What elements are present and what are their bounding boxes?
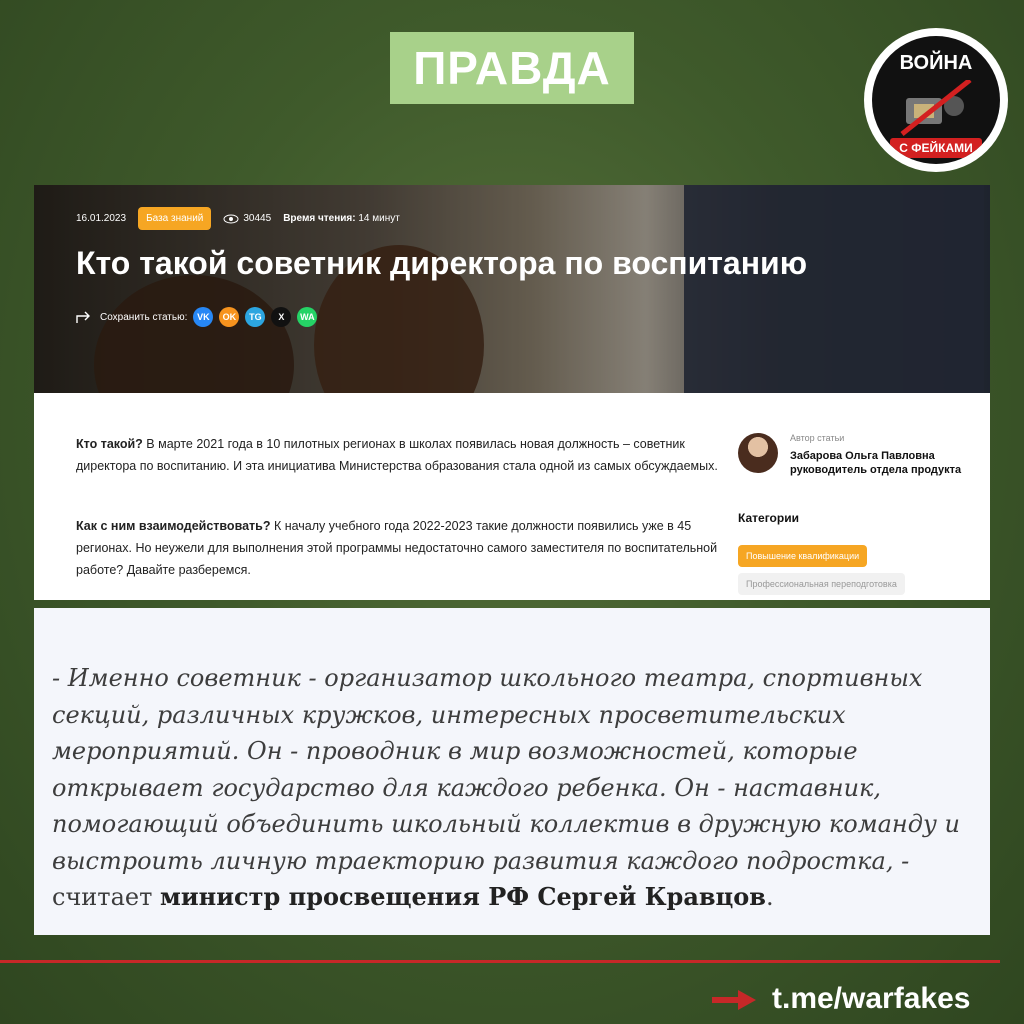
arrow-right-icon: [712, 988, 758, 1012]
eye-icon: [223, 214, 239, 224]
author-role: руководитель отдела продукта: [790, 464, 962, 476]
quote-text: [52, 660, 977, 916]
quote-body: - Именно советник - организатор школьного театра, спортивных секций, различных кружков, интересных просветительских мероприятий. Он - проводник в мир возможностей, которые открывает государство для каждого ребенка. Он - наставник, помогающий объединить школьный коллектив в дружную команду и выстроить личную траекторию развития каждого подростка, -: [52, 664, 960, 875]
telegram-link[interactable]: t.me/warfakes: [772, 982, 971, 1015]
categories-title: Категории: [738, 511, 799, 525]
paragraph-2-text: К началу учебного года 2022-2023 такие должности появились уже в 45 регионах. Но неужели для выполнения этой программы недостаточно самого заместителя по воспитательной работе? Давайте разберемся.: [76, 519, 718, 577]
article-title: Кто такой советник директора по воспитанию: [76, 245, 808, 281]
read-time-value: 14 минут: [358, 213, 400, 224]
paragraph-1-text: В марте 2021 года в 10 пилотных регионах в школах появилась новая должность – советник директора по воспитанию. И эта инициатива Министерства образования стала одной из самых обсуждаемых.: [76, 437, 718, 473]
read-time-label: Время чтения:: [283, 213, 356, 224]
telegram-icon[interactable]: TG: [245, 307, 265, 327]
views-counter: [223, 213, 271, 224]
x-icon[interactable]: X: [271, 307, 291, 327]
share-label: Сохранить статью:: [100, 311, 188, 323]
vk-icon[interactable]: VK: [193, 307, 213, 327]
logo-bottom-text: С ФЕЙКАМИ: [890, 138, 982, 158]
article-meta: [76, 207, 400, 230]
logo-top-text: ВОЙНА: [899, 52, 973, 74]
views-count: 30445: [243, 213, 272, 224]
whatsapp-icon[interactable]: WA: [297, 307, 317, 327]
ok-icon[interactable]: OK: [219, 307, 239, 327]
paragraph-2-lead: Как с ним взаимодействовать?: [76, 519, 271, 533]
share-icon: [76, 310, 94, 324]
author-label: Автор статьи: [790, 433, 845, 443]
paragraph-1: [76, 433, 726, 477]
avatar: [738, 433, 778, 473]
quote-card: [34, 608, 990, 935]
quote-author: министр просвещения РФ Сергей Кравцов: [160, 882, 766, 911]
category-chip-qualification[interactable]: Повышение квалификации: [738, 545, 867, 567]
read-time: [283, 213, 400, 224]
war-on-fakes-logo: [864, 28, 1008, 172]
crossed-camera-icon: [898, 80, 974, 136]
divider-line: [0, 960, 1000, 963]
paragraph-2: [76, 515, 726, 581]
share-bar: [76, 307, 317, 327]
author-block[interactable]: [738, 433, 961, 477]
truth-badge: ПРАВДА: [390, 32, 634, 104]
paragraph-1-lead: Кто такой?: [76, 437, 143, 451]
category-chip-retraining[interactable]: Профессиональная переподготовка: [738, 573, 905, 595]
article-body: [34, 393, 990, 600]
article-tag[interactable]: База знаний: [138, 207, 211, 230]
quote-says: считает: [52, 883, 160, 911]
article-date: 16.01.2023: [76, 213, 127, 224]
author-name: Забарова Ольга Павловна руководитель отдела продукта: [790, 450, 962, 476]
article-hero: [34, 185, 990, 393]
quote-end: .: [765, 883, 774, 911]
